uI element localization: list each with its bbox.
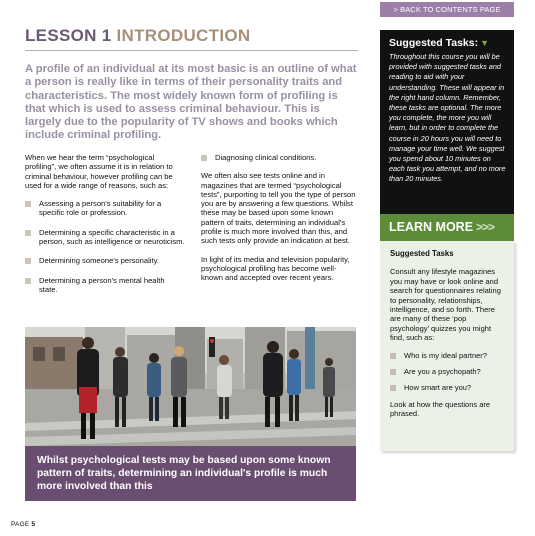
square-bullet-icon bbox=[25, 230, 31, 236]
list-item: Determining a specific characteristic in a person, such as intelligence or neuroticism. bbox=[25, 228, 185, 247]
lesson-title: INTRODUCTION bbox=[116, 26, 251, 45]
street-crowd-photo bbox=[25, 327, 356, 446]
square-bullet-icon bbox=[390, 353, 396, 359]
right-paragraph-1: We often also see tests online and in magazines that are termed “psychological tests”, purporting to tell you the type of person you are by answering a few questions. Whilst these may be based upon some known pattern of traits, determining an individual's profile is much more involved than this, and such tests only provide an indication at best. bbox=[201, 171, 356, 246]
suggested-tasks-box bbox=[380, 241, 514, 451]
list-item: Are you a psychopath? bbox=[390, 367, 506, 376]
title-divider bbox=[25, 50, 358, 51]
task-box-body: Consult any lifestyle magazines you may have or look online and search for questionnaires relating to personality, relationships, intelligence, and so forth. There are many of these ‘pop psychology’ quizzes you might find, such as: bbox=[390, 267, 501, 343]
list-item: Determining a person's mental health state. bbox=[25, 276, 185, 295]
page-title bbox=[25, 26, 250, 46]
page-number: PAGE 5 bbox=[11, 521, 36, 528]
left-column bbox=[25, 153, 185, 304]
intro-paragraph: A profile of an individual at its most basic is an outline of what a person is really like in terms of their personality traits and characteristics. The most widely known form of profiling is that which is used to assess criminal behaviour. This is largely due to the popularity of TV shows and books which include criminal profiling. bbox=[25, 63, 357, 142]
back-to-contents-button[interactable]: > BACK TO CONTENTS PAGE bbox=[380, 2, 514, 17]
list-item: How smart are you? bbox=[390, 383, 506, 392]
square-bullet-icon bbox=[25, 258, 31, 264]
square-bullet-icon bbox=[201, 155, 207, 161]
right-paragraph-2: In light of its media and television popularity, psychological profiling has become well-known and accepted over recent years. bbox=[201, 254, 350, 283]
list-item: Who is my ideal partner? bbox=[390, 351, 506, 360]
suggested-tasks-body: Throughout this course you will be provided with suggested tasks and reading to aid with your understanding. These will appear in the right hand column. Remember, these tasks are optional. The more you complete, the more you will learn, but in order to complete the course in 20 hours you will need to manage your time well. We suggest you spend about 10 minutes on each task you attempt, and no more than 20 minutes. bbox=[389, 52, 506, 184]
green-triangle-icon: ▼ bbox=[480, 38, 490, 48]
reasons-list-continued bbox=[201, 153, 357, 162]
square-bullet-icon bbox=[25, 278, 31, 284]
list-item: Determining someone's personality. bbox=[25, 256, 185, 265]
task-box-outro: Look at how the questions are phrased. bbox=[390, 399, 491, 419]
quiz-examples-list bbox=[390, 351, 506, 393]
learn-more-button[interactable]: LEARN MORE >>> bbox=[380, 214, 514, 241]
suggested-tasks-heading: Suggested Tasks: ▼ bbox=[389, 37, 490, 49]
square-bullet-icon bbox=[390, 369, 396, 375]
task-box-title: Suggested Tasks bbox=[390, 249, 454, 258]
square-bullet-icon bbox=[25, 201, 31, 207]
reasons-list bbox=[25, 199, 185, 294]
triple-chevron-icon: >>> bbox=[476, 220, 495, 234]
list-item: Diagnosing clinical conditions. bbox=[201, 153, 357, 162]
street-scene-illustration bbox=[25, 327, 356, 446]
right-column bbox=[201, 153, 357, 292]
photo-caption: Whilst psychological tests may be based upon some known pattern of traits, determining an individual's profile is much more involved than this bbox=[25, 446, 356, 501]
list-item: Assessing a person's suitability for a specific role or profession. bbox=[25, 199, 185, 218]
square-bullet-icon bbox=[390, 385, 396, 391]
suggested-tasks-intro-box bbox=[380, 30, 514, 214]
lesson-label: LESSON 1 bbox=[25, 26, 112, 45]
left-paragraph: When we hear the term “psychological profiling”, we often assume it is in relation to criminal behaviour, however profiling can be used for a wide range of reasons, such as: bbox=[25, 153, 173, 190]
